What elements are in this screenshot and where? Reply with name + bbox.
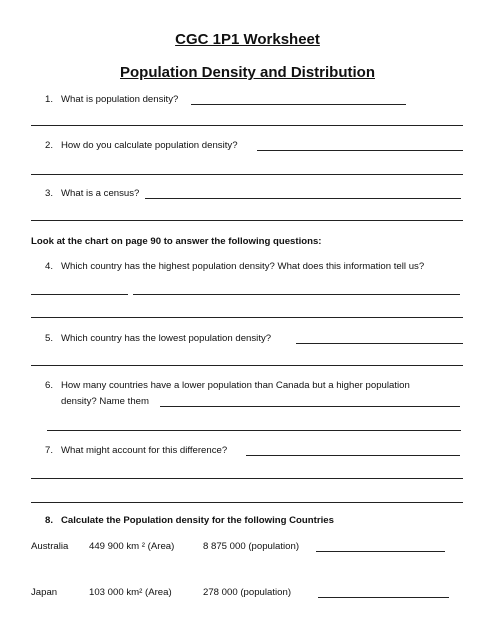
- question-6-continued: density? Name them: [61, 396, 149, 407]
- population-japan: 278 000 (population): [203, 587, 292, 598]
- question-4: 4. Which country has the highest population density? What does this information tell us?: [45, 261, 425, 272]
- answer-line-4a[interactable]: [31, 294, 128, 295]
- worksheet-subtitle-text: Population Density and Distribution: [120, 64, 375, 81]
- question-3: 3. What is a census?: [45, 188, 140, 199]
- chart-instruction: Look at the chart on page 90 to answer the following questions:: [31, 236, 322, 247]
- answer-line-2a[interactable]: [257, 150, 463, 151]
- worksheet-subtitle: [0, 64, 495, 82]
- question-7: 7. What might account for this difference?: [45, 445, 228, 456]
- answer-line-japan[interactable]: [318, 597, 449, 598]
- question-5: 5. Which country has the lowest population density?: [45, 333, 272, 344]
- area-japan: 103 000 km² (Area): [89, 587, 172, 598]
- question-8: 8. Calculate the Population density for the following Countries: [45, 515, 334, 526]
- answer-line-6b[interactable]: [47, 430, 461, 431]
- answer-line-7c[interactable]: [31, 502, 463, 503]
- population-australia: 8 875 000 (population): [203, 541, 300, 552]
- answer-line-3b[interactable]: [31, 220, 463, 221]
- answer-line-australia[interactable]: [316, 551, 445, 552]
- worksheet-title-text: CGC 1P1 Worksheet: [175, 31, 320, 48]
- country-australia: Australia: [31, 541, 69, 552]
- answer-line-6a[interactable]: [160, 406, 460, 407]
- question-1: 1. What is population density?: [45, 94, 179, 105]
- answer-line-5b[interactable]: [31, 365, 463, 366]
- answer-line-5a[interactable]: [296, 343, 463, 344]
- area-australia: 449 900 km ² (Area): [89, 541, 175, 552]
- question-6: 6. How many countries have a lower population than Canada but a higher population: [45, 380, 410, 391]
- answer-line-4c[interactable]: [31, 317, 463, 318]
- country-japan: Japan: [31, 587, 58, 598]
- answer-line-3a[interactable]: [145, 198, 461, 199]
- answer-line-2b[interactable]: [31, 174, 463, 175]
- answer-line-7b[interactable]: [31, 478, 463, 479]
- answer-line-4b[interactable]: [133, 294, 460, 295]
- answer-line-1a[interactable]: [191, 104, 406, 105]
- question-2: 2. How do you calculate population density?: [45, 140, 238, 151]
- answer-line-7a[interactable]: [246, 455, 460, 456]
- worksheet-title: [0, 31, 495, 49]
- answer-line-1b[interactable]: [31, 125, 463, 126]
